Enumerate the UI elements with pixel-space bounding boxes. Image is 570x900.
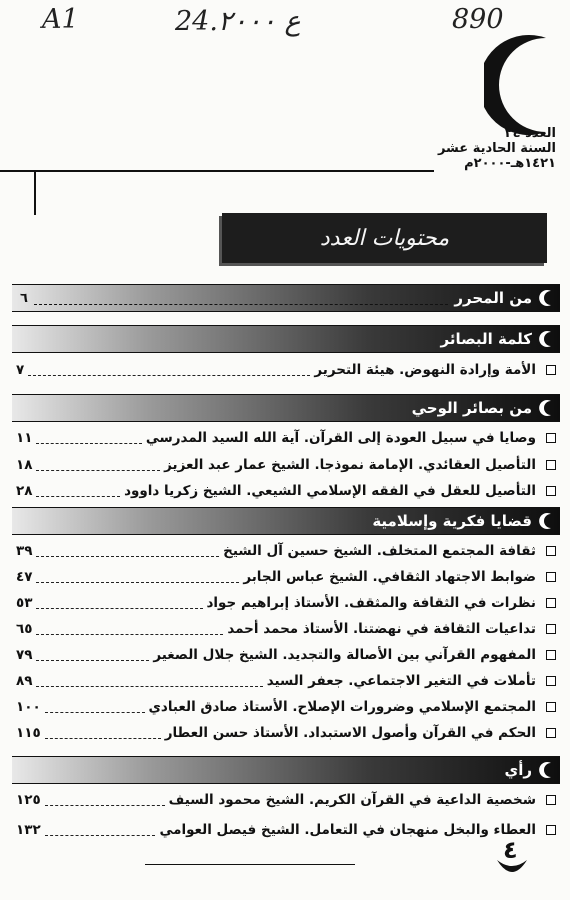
toc-title: محتويات العدد <box>222 213 547 263</box>
section-label: رأي <box>504 761 532 779</box>
dotted-leader <box>45 702 145 713</box>
entry-title: التأصيل العقائدي. الإمامة نموذجا. الشيخ عمار عبد العزيز <box>164 457 536 473</box>
page-ref: ٤٧ <box>16 569 33 585</box>
page-ref: ٦ <box>20 290 28 306</box>
dotted-leader <box>34 292 448 305</box>
page-ref: ١٠٠ <box>16 699 41 715</box>
section-editor <box>12 284 560 312</box>
handwritten-code: A1 <box>42 4 79 35</box>
square-bullet-icon <box>546 728 556 738</box>
dotted-leader <box>36 624 223 635</box>
frame-line <box>0 170 34 172</box>
toc-entry <box>12 567 560 587</box>
issue-info <box>376 126 556 171</box>
issue-number: العدد ٢٤ <box>504 126 556 141</box>
page-ref: ١٣٢ <box>16 822 41 838</box>
footer-rule <box>145 864 355 865</box>
section-opinion <box>12 756 560 784</box>
page-ref: ٦٥ <box>16 621 33 637</box>
entry-title: شخصية الداعية في القرآن الكريم. الشيخ محمود السيف <box>168 792 536 808</box>
toc-entry <box>12 697 560 717</box>
dotted-leader <box>28 365 310 376</box>
crescent-bullet-icon <box>536 511 556 531</box>
crescent-bullet-icon <box>536 288 556 308</box>
page-ref: ١١٥ <box>16 725 41 741</box>
page-ref: ٧ <box>16 362 25 378</box>
entry-title: الأمة وإرادة النهوض. هيئة التحرير <box>314 362 536 378</box>
section-label: كلمة البصائر <box>440 330 532 348</box>
dotted-leader <box>36 572 239 583</box>
square-bullet-icon <box>546 365 556 375</box>
square-bullet-icon <box>546 460 556 470</box>
toc-entry <box>12 723 560 743</box>
dotted-leader <box>36 676 262 687</box>
frame-line <box>34 170 434 172</box>
entry-title: وصايا في سبيل العودة إلى القرآن. آية الله السيد المدرسي <box>145 430 536 446</box>
dotted-leader <box>45 728 161 739</box>
page-ref: ٣٩ <box>16 543 33 559</box>
square-bullet-icon <box>546 486 556 496</box>
page-ref: ٥٣ <box>16 595 33 611</box>
section-basair <box>12 325 560 353</box>
page-ref: ١٨ <box>16 457 33 473</box>
handwritten-issue-note: 24.ع ٢٠٠٠ <box>175 6 301 37</box>
section-label: قضايا فكرية وإسلامية <box>372 512 532 530</box>
entry-title: ثقافة المجتمع المتخلف. الشيخ حسين آل الشيخ <box>223 543 536 559</box>
toc-entry <box>12 360 560 380</box>
entry-title: الحكم في القرآن وأصول الاستبداد. الأستاذ حسن العطار <box>164 725 536 741</box>
square-bullet-icon <box>546 624 556 634</box>
toc-entry <box>12 593 560 613</box>
crescent-bullet-icon <box>536 760 556 780</box>
page-ref: ١١ <box>16 430 33 446</box>
toc-entry <box>12 820 560 840</box>
crescent-bullet-icon <box>536 329 556 349</box>
dotted-leader <box>36 433 141 444</box>
entry-title: ضوابط الاجتهاد الثقافي. الشيخ عباس الجابر <box>243 569 536 585</box>
entry-title: نظرات في الثقافة والمثقف. الأستاذ إبراهيم جواد <box>206 595 536 611</box>
section-wahy <box>12 394 560 422</box>
toc-entry <box>12 645 560 665</box>
square-bullet-icon <box>546 650 556 660</box>
crescent-ornament-icon <box>495 856 529 878</box>
page-ref: ٧٩ <box>16 647 33 663</box>
toc-entry <box>12 455 560 475</box>
dotted-leader <box>45 795 165 806</box>
page-number: ٤ <box>503 836 518 864</box>
toc-entry <box>12 619 560 639</box>
toc-entry <box>12 428 560 448</box>
dotted-leader <box>36 486 120 497</box>
crescent-logo-icon <box>484 30 556 140</box>
square-bullet-icon <box>546 676 556 686</box>
square-bullet-icon <box>546 702 556 712</box>
square-bullet-icon <box>546 795 556 805</box>
issue-date: ١٤٢١هـ-٢٠٠٠م <box>464 156 556 171</box>
frame-line <box>34 170 36 215</box>
page-ref: ١٢٥ <box>16 792 41 808</box>
square-bullet-icon <box>546 825 556 835</box>
square-bullet-icon <box>546 572 556 582</box>
page-ref: ٨٩ <box>16 673 33 689</box>
toc-entry <box>12 541 560 561</box>
dotted-leader <box>36 598 202 609</box>
section-label: من بصائر الوحي <box>411 399 532 417</box>
toc-entry <box>12 671 560 691</box>
entry-title: المفهوم القرآني بين الأصالة والتجديد. الشيخ جلال الصغير <box>153 647 536 663</box>
entry-title: المجتمع الإسلامي وضرورات الإصلاح. الأستاذ صادق العبادي <box>148 699 536 715</box>
toc-entry <box>12 790 560 810</box>
section-issues <box>12 507 560 535</box>
entry-title: التأصيل للعقل في الفقه الإسلامي الشيعي. الشيخ زكريا داوود <box>124 483 536 499</box>
entry-title: تأملات في التغير الاجتماعي. جعفر السيد <box>266 673 536 689</box>
dotted-leader <box>36 460 160 471</box>
toc-entry <box>12 481 560 501</box>
entry-title: العطاء والبخل منهجان في التعامل. الشيخ فيصل العوامي <box>159 822 536 838</box>
dotted-leader <box>36 650 149 661</box>
handwritten-number: 890 <box>452 4 504 35</box>
square-bullet-icon <box>546 433 556 443</box>
square-bullet-icon <box>546 598 556 608</box>
page-ref: ٢٨ <box>16 483 33 499</box>
entry-title: تداعيات الثقافة في نهضتنا. الأستاذ محمد أحمد <box>227 621 536 637</box>
crescent-bullet-icon <box>536 398 556 418</box>
square-bullet-icon <box>546 546 556 556</box>
issue-year: السنة الحادية عشر <box>437 141 556 156</box>
dotted-leader <box>45 825 156 836</box>
dotted-leader <box>36 546 219 557</box>
section-label: من المحرر <box>454 289 532 307</box>
